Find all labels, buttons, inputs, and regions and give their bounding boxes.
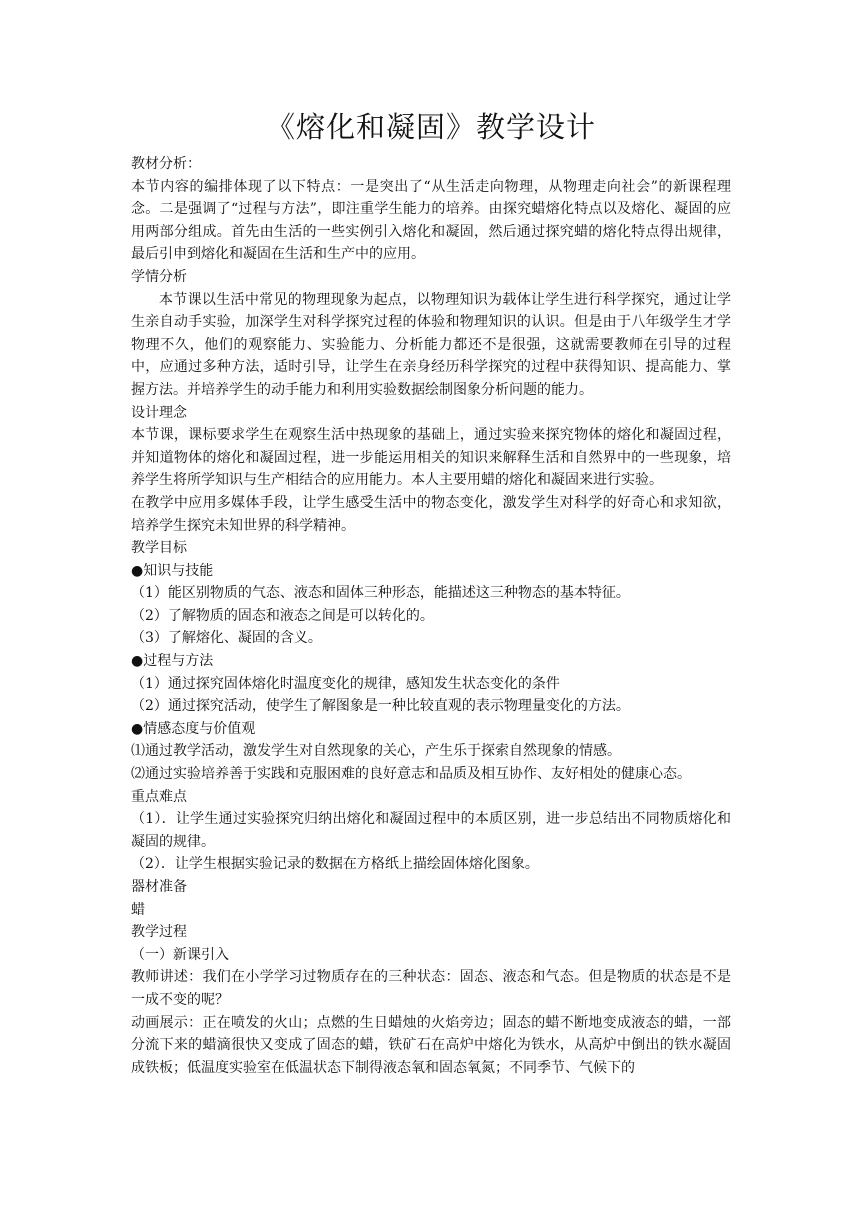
paragraph: 本节内容的编排体现了以下特点：一是突出了“从生活走向物理，从物理走向社会”的新课程理念。二是强调了“过程与方法”，即注重学生能力的培养。由探究蜡熔化特点以及熔化、凝固的应用两部分组成。首先由生活的一些实例引入熔化和凝固，然后通过探究蜡的熔化特点得出规律，最后引申到熔化和凝固在生活和生产中的应用。	[131, 178, 731, 263]
paragraph: （2）．让学生根据实验记录的数据在方格纸上描绘固体熔化图象。	[131, 856, 539, 873]
paragraph: ●知识与技能	[131, 562, 214, 579]
paragraph: 教材分析：	[131, 156, 201, 172]
document-page	[131, 102, 731, 1079]
paragraph: （1）通过探究固体熔化时温度变化的规律，感知发生状态变化的条件	[131, 675, 560, 692]
paragraph: ●过程与方法	[131, 653, 214, 670]
paragraph: 教师讲述：我们在小学学习过物质存在的三种状态：固态、液态和气态。但是物质的状态是不是一成不变的呢？	[131, 969, 731, 1008]
paragraph: 器材准备	[131, 879, 187, 895]
paragraph: ●情感态度与价值观	[131, 720, 256, 737]
document-body	[131, 153, 731, 1079]
paragraph: 动画展示：正在喷发的火山；点燃的生日蜡烛的火焰旁边；固态的蜡不断地变成液态的蜡，一部分流下来的蜡滴很快又变成了固态的蜡，铁矿石在高炉中熔化为铁水，从高炉中倒出的铁水凝固成铁板；低温度实验室在低温状态下制得液态氧和固态氧氮；不同季节、气候下的	[131, 1014, 731, 1076]
paragraph: 本节课，课标要求学生在观察生活中热现象的基础上，通过实验来探究物体的熔化和凝固过程，并知道物体的熔化和凝固过程，进一步能运用相关的知识来解释生活和自然界中的一些现象，培养学生将所学知识与生产相结合的应用能力。本人主要用蜡的熔化和凝固来进行实验。	[131, 427, 731, 489]
paragraph: （一）新课引入	[131, 946, 229, 963]
paragraph: （2）了解物质的固态和液态之间是可以转化的。	[131, 607, 434, 624]
paragraph: 教学过程	[131, 924, 187, 941]
paragraph: （1）能区别物质的气态、液态和固体三种形态，能描述这三种物态的基本特征。	[131, 585, 630, 602]
paragraph: 在教学中应用多媒体手段，让学生感受生活中的物态变化，激发学生对科学的好奇心和求知欲，培养学生探究未知世界的科学精神。	[131, 494, 731, 534]
paragraph: 本节课以生活中常见的物理现象为起点，以物理知识为载体让学生进行科学探究，通过让学生亲自动手实验，加深学生对科学探究过程的体验和物理知识的认识。但是由于八年级学生才学物理不久，他们的观察能力、实验能力、分析能力都还不是很强，这就需要教师在引导的过程中，应通过多种方法，适时引导，让学生在亲身经历科学探究的过程中获得知识、提高能力、掌握方法。并培养学生的动手能力和利用实验数据绘制图象分析问题的能力。	[131, 291, 731, 398]
paragraph: （1）．让学生通过实验探究归纳出熔化和凝固过程中的本质区别，进一步总结出不同物质熔化和凝固的规律。	[131, 811, 731, 850]
paragraph: （3）了解熔化、凝固的含义。	[131, 630, 322, 647]
paragraph: （2）通过探究活动，使学生了解图象是一种比较直观的表示物理量变化的方法。	[131, 698, 630, 715]
paragraph: 蜡	[131, 901, 145, 918]
paragraph: ⑵通过实验培养善于实践和克服困难的良好意志和品质及相互协作、友好相处的健康心态。	[131, 766, 691, 783]
paragraph: 设计理念	[131, 404, 187, 421]
paragraph: 教学目标	[131, 540, 187, 557]
paragraph: ⑴通过教学活动，激发学生对自然现象的关心，产生乐于探索自然现象的情感。	[131, 743, 621, 760]
document-title: 《熔化和凝固》教学设计	[265, 110, 596, 144]
paragraph: 学情分析	[131, 268, 187, 285]
paragraph: 重点难点	[131, 788, 187, 805]
